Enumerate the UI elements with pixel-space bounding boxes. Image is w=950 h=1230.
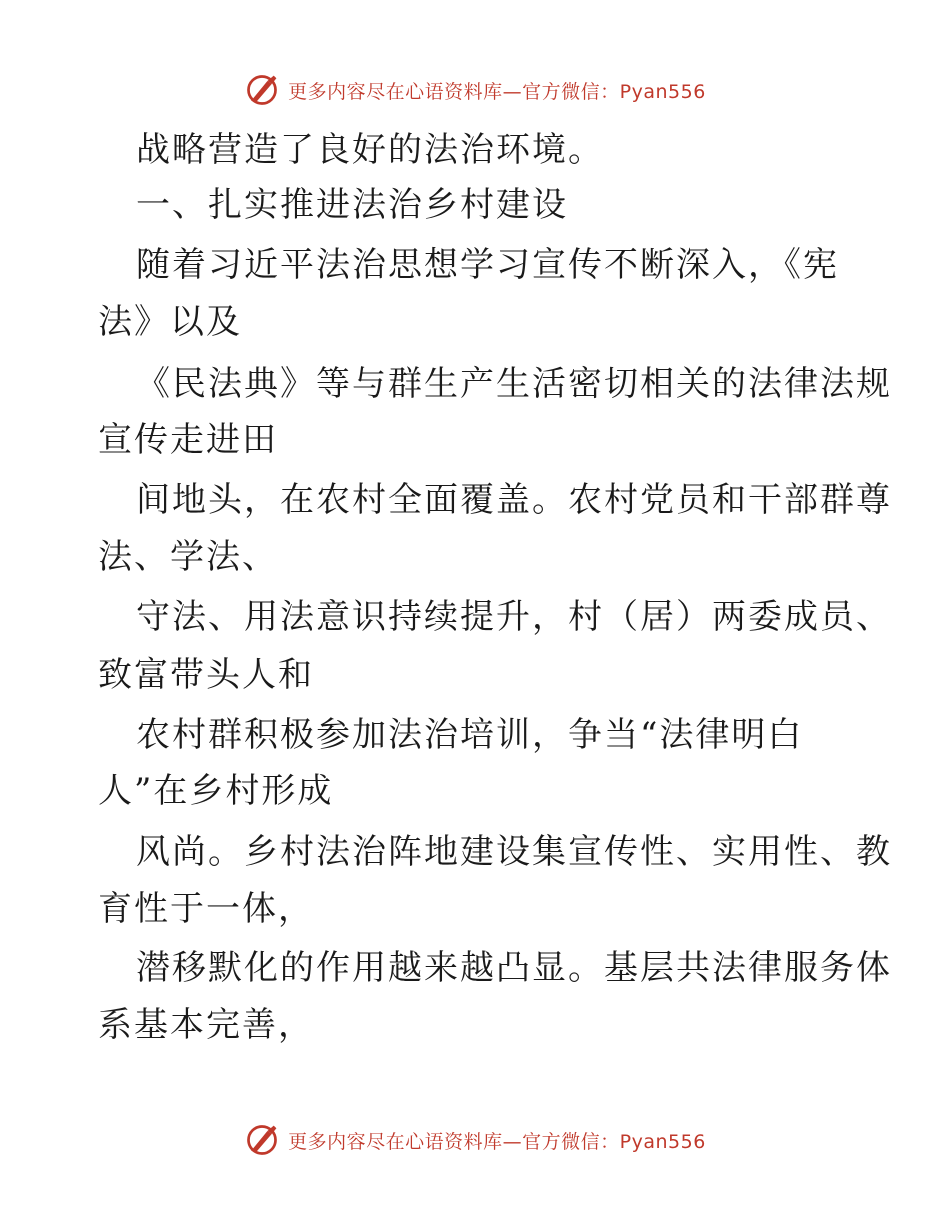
body-line: 法、学法、 bbox=[98, 537, 278, 577]
body-line: 人”在乡村形成 bbox=[98, 771, 334, 811]
body-line: 法》以及 bbox=[98, 302, 242, 342]
watermark-text: 更多内容尽在心语资料库—官方微信：Pyan556 bbox=[288, 80, 706, 103]
body-line: 农村群积极参加法治培训，争当“法律明白 bbox=[136, 715, 804, 755]
body-line: 风尚。乡村法治阵地建设集宣传性、实用性、教 bbox=[136, 832, 892, 872]
body-line: 随着习近平法治思想学习宣传不断深入，《宪 bbox=[136, 245, 839, 285]
body-line: 育性于一体， bbox=[98, 889, 314, 929]
body-line: 宣传走进田 bbox=[98, 420, 278, 460]
body-line: 战略营造了良好的法治环境。 bbox=[136, 130, 604, 170]
body-line: 守法、用法意识持续提升，村（居）两委成员、 bbox=[136, 597, 892, 637]
bottom-watermark bbox=[0, 1120, 950, 1160]
watermark-text: 更多内容尽在心语资料库—官方微信：Pyan556 bbox=[288, 1130, 706, 1153]
pen-circle-icon bbox=[244, 1122, 280, 1158]
body-line: 间地头，在农村全面覆盖。农村党员和干部群尊 bbox=[136, 480, 892, 520]
body-line: 系基本完善， bbox=[98, 1005, 314, 1045]
body-line: 致富带头人和 bbox=[98, 655, 314, 695]
body-line: 《民法典》等与群生产生活密切相关的法律法规 bbox=[136, 364, 892, 404]
section-heading: 一、扎实推进法治乡村建设 bbox=[136, 185, 568, 225]
body-line: 潜移默化的作用越来越凸显。基层共法律服务体 bbox=[136, 948, 892, 988]
